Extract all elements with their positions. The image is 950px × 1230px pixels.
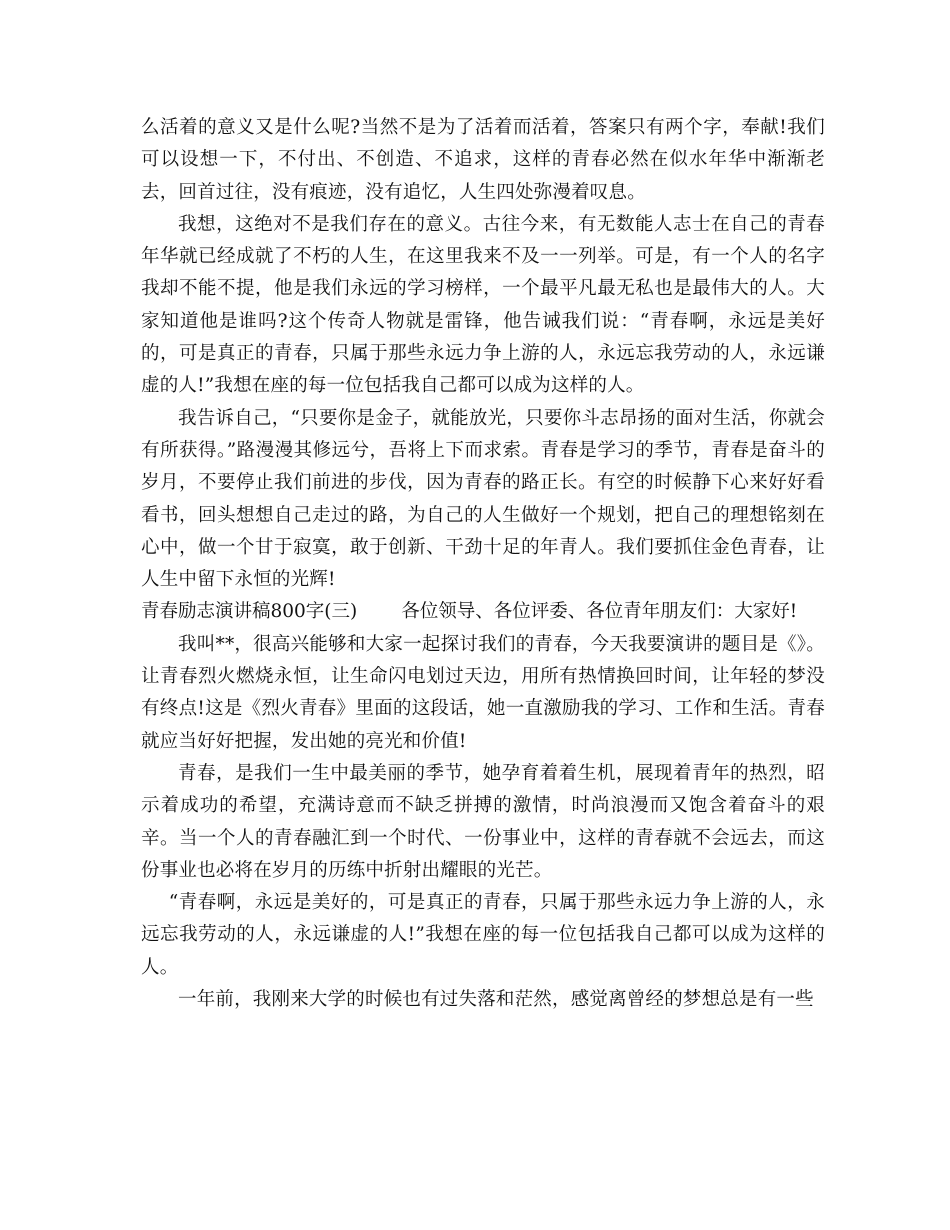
paragraph-leifeng: 我想，这绝对不是我们存在的意义。古往今来，有无数能人志士在自己的青春年华就已经成就了不朽的人生，在这里我来不及一一列举。可是，有一个人的名字我却不能不提，他是我们永远的学习榜样，一个最平凡最无私也是最伟大的人。大家知道他是谁吗?这个传奇人物就是雷锋，他告诫我们说：“青春啊，永远是美好的，可是真正的青春，只属于那些永远力争上游的人，永远忘我劳动的人，永远谦虚的人!”我想在座的每一位包括我自己都可以成为这样的人。: [141, 213, 825, 397]
paragraph-last: 一年前，我刚来大学的时候也有过失落和茫然，感觉离曾经的梦想总是有一些: [178, 989, 814, 1011]
paragraph-intro: 我叫**，很高兴能够和大家一起探讨我们的青春，今天我要演讲的题目是《》。让青春烈火燃烧永恒，让生命闪电划过天边，用所有热情换回时间，让年轻的梦没有终点!这是《烈火青春》里面的这段话，她一直激励我的学习、工作和生活。青春就应当好好把握，发出她的亮光和价值!: [141, 633, 825, 752]
paragraph-season: 青春，是我们一生中最美丽的季节，她孕育着着生机，展现着青年的热烈，昭示着成功的希望，充满诗意而不缺乏拼搏的激情，时尚浪漫而又饱含着奋斗的艰辛。当一个人的青春融汇到一个时代、一份事业中，这样的青春就不会远去，而这份事业也必将在岁月的历练中折射出耀眼的光芒。: [141, 762, 825, 881]
section-heading: [141, 596, 825, 628]
paragraph-gold: 我告诉自己，“只要你是金子，就能放光，只要你斗志昂扬的面对生活，你就会有所获得。”路漫漫其修远兮，吾将上下而求索。青春是学习的季节，青春是奋斗的岁月，不要停止我们前进的步伐，因为青春的路正长。有空的时候静下心来好好看看书，回头想想自己走过的路，为自己的人生做好一个规划，把自己的理想铭刻在心中，做一个甘于寂寞，敢于创新、干劲十足的年青人。我们要抓住金色青春，让人生中留下永恒的光辉!: [141, 407, 825, 591]
paragraph-quote: “青春啊，永远是美好的，可是真正的青春，只属于那些永远力争上游的人，永远忘我劳动的人，永远谦虚的人!”我想在座的每一位包括我自己都可以成为这样的人。: [141, 892, 825, 978]
section-greeting: 各位领导、各位评委、各位青年朋友们：大家好!: [401, 601, 798, 623]
document-body: [141, 112, 825, 1016]
section-title: 青春励志演讲稿800字(三): [141, 601, 358, 623]
paragraph-continued: 么活着的意义又是什么呢?当然不是为了活着而活着，答案只有两个字，奉献!我们可以设想一下，不付出、不创造、不追求，这样的青春必然在似水年华中渐渐老去，回首过往，没有痕迹，没有追忆，人生四处弥漫着叹息。: [141, 117, 825, 203]
